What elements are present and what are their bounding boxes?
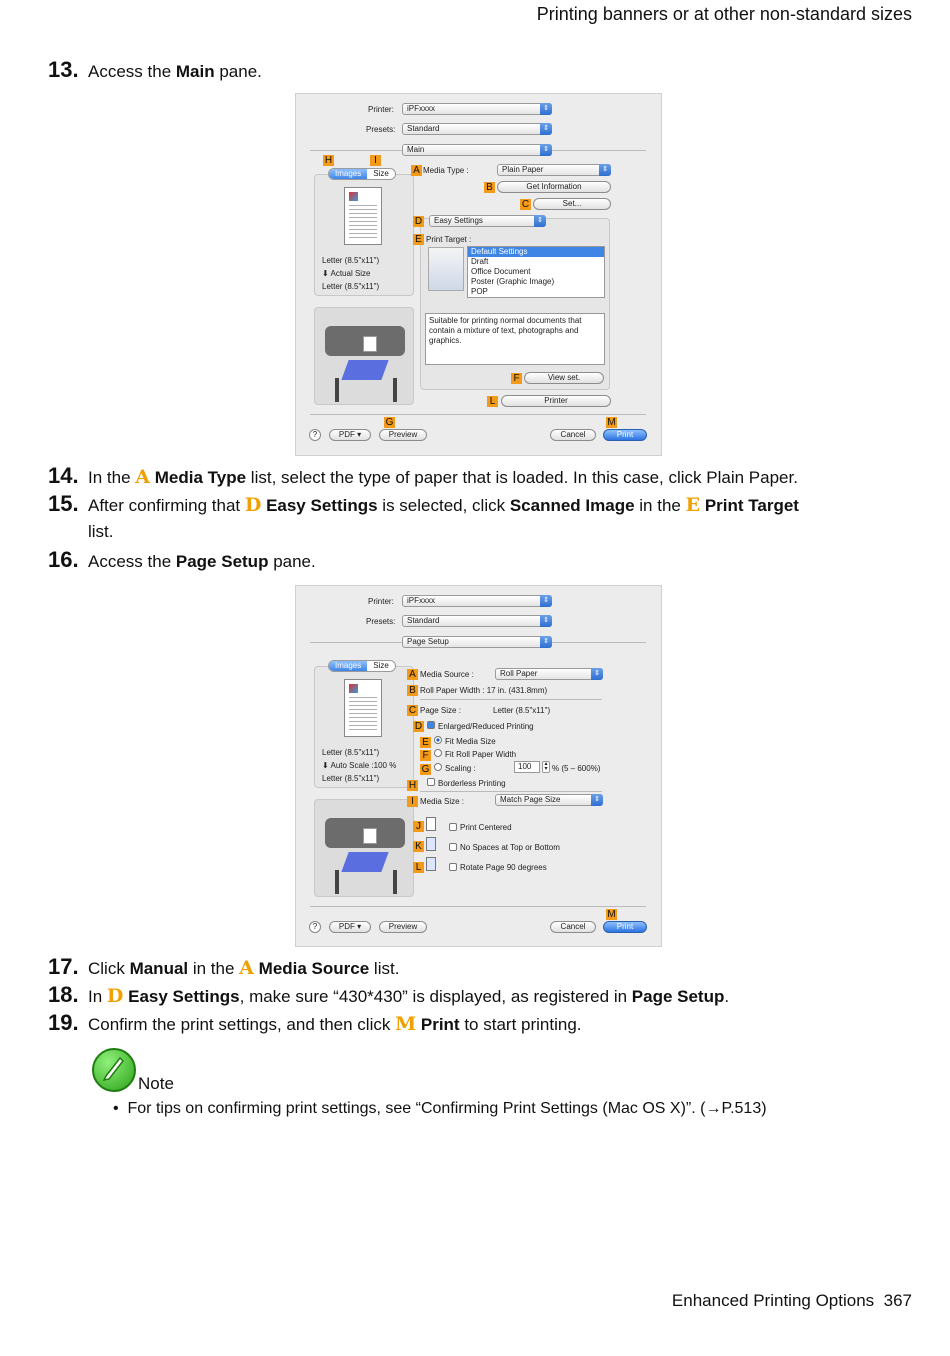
scaling-input[interactable]: 100 — [514, 761, 540, 773]
rotate-icon — [426, 857, 436, 871]
printer-illustration — [314, 307, 414, 405]
view-tabs — [328, 168, 396, 180]
callout-letter: M — [395, 1013, 417, 1035]
print-dialog-page-setup — [295, 585, 662, 947]
callout-e: E — [413, 234, 424, 245]
help-button[interactable]: ? — [309, 921, 321, 933]
presets-value: Standard — [407, 616, 440, 625]
rotate-label: Rotate Page 90 degrees — [460, 863, 547, 872]
step-text: to start printing. — [459, 1015, 582, 1034]
callout-e: E — [420, 737, 431, 748]
print-centered-icon — [426, 817, 436, 831]
step-bold: Media Source — [258, 959, 370, 978]
callout-b: B — [484, 182, 495, 193]
no-spaces-icon — [426, 837, 436, 851]
popup-arrow-icon: ⇕ — [540, 144, 552, 156]
paper-info-1: Letter (8.5"x11") — [322, 748, 380, 757]
paper-info-3: Letter (8.5"x11") — [322, 774, 380, 783]
printer-label: Printer: — [368, 597, 394, 606]
print-target-item[interactable]: Poster (Graphic Image) — [471, 277, 555, 286]
callout-a: A — [411, 165, 422, 176]
popup-arrow-icon: ⇕ — [540, 615, 552, 627]
step-13 — [48, 58, 262, 84]
media-type-select[interactable] — [497, 164, 611, 176]
easy-settings-value: Easy Settings — [434, 216, 483, 225]
tab-size[interactable]: Size — [373, 661, 389, 670]
callout-h: H — [408, 780, 417, 791]
printer-value: iPFxxxx — [407, 596, 435, 605]
print-target-item[interactable]: Default Settings — [468, 247, 604, 257]
print-button[interactable]: Print — [603, 429, 647, 441]
set-button[interactable]: Set... — [533, 198, 611, 210]
callout-b: B — [407, 685, 418, 696]
print-centered-label: Print Centered — [460, 823, 512, 832]
presets-label: Presets: — [366, 617, 396, 626]
pane-select[interactable] — [402, 636, 552, 648]
get-information-button[interactable]: Get Information — [497, 181, 611, 193]
media-source-value: Roll Paper — [500, 669, 538, 678]
help-button[interactable]: ? — [309, 429, 321, 441]
step-text: After confirming that — [88, 496, 245, 515]
easy-settings-select[interactable] — [429, 215, 546, 227]
print-centered-checkbox[interactable] — [449, 823, 457, 831]
callout-a: A — [407, 669, 418, 680]
roll-paper-width: Roll Paper Width : 17 in. (431.8mm) — [420, 686, 548, 695]
step-text: is selected, click — [377, 496, 510, 515]
step-text: list, select the type of paper that is loaded. In this case, click Plain Paper. — [246, 468, 798, 487]
media-size-value: Match Page Size — [500, 795, 561, 804]
step-text: in the — [188, 959, 240, 978]
callout-c: C — [408, 705, 417, 716]
printer-button[interactable]: Printer — [501, 395, 611, 407]
scaling-radio[interactable] — [434, 763, 442, 771]
step-text: In the — [88, 468, 136, 487]
callout-g: G — [421, 764, 430, 775]
step-text: . — [724, 987, 730, 1006]
printer-value: iPFxxxx — [407, 104, 435, 113]
print-dialog-main — [295, 93, 662, 456]
print-target-label: Print Target : — [426, 235, 472, 244]
divider — [420, 699, 602, 700]
enlarged-label: Enlarged/Reduced Printing — [438, 722, 534, 731]
presets-value: Standard — [407, 124, 440, 133]
no-spaces-label: No Spaces at Top or Bottom — [460, 843, 560, 852]
presets-select[interactable] — [402, 615, 552, 627]
media-size-label: Media Size : — [420, 797, 465, 806]
step-number: 16. — [48, 547, 79, 572]
step-number: 18. — [48, 982, 79, 1007]
page-preview — [344, 187, 382, 245]
step-text: Click — [88, 959, 130, 978]
tab-images[interactable]: Images — [329, 169, 367, 179]
step-text: In — [88, 987, 107, 1006]
printer-illustration — [314, 799, 414, 897]
print-button[interactable]: Print — [603, 921, 647, 933]
step-15-continued: list. — [88, 522, 114, 541]
step-text: in the — [634, 496, 686, 515]
media-size-select[interactable] — [495, 794, 603, 806]
fit-roll-radio[interactable] — [434, 749, 442, 757]
cancel-button[interactable]: Cancel — [550, 921, 596, 933]
scaling-stepper[interactable]: ▴ ▾ — [542, 761, 550, 773]
note-text: For tips on confirming print settings, see “Confirming Print Settings (Mac OS X)”. (→P.513) — [127, 1100, 767, 1117]
preview-button[interactable]: Preview — [379, 921, 427, 933]
print-target-item[interactable]: POP — [471, 287, 488, 296]
step-19 — [48, 1011, 582, 1037]
step-number: 17. — [48, 954, 79, 979]
step-bold: Page Setup — [175, 552, 269, 571]
description-box: Suitable for printing normal documents that contain a mixture of text, photographs and graphics. — [425, 313, 605, 365]
step-text: pane. — [268, 552, 316, 571]
callout-letter: D — [244, 494, 262, 516]
fit-media-label: Fit Media Size — [445, 737, 496, 746]
step-17 — [48, 955, 399, 981]
scaling-range: % (5 – 600%) — [552, 764, 601, 773]
page-footer — [672, 1291, 912, 1311]
paper-info-1: Letter (8.5"x11") — [322, 256, 380, 265]
popup-arrow-icon: ⇕ — [540, 636, 552, 648]
step-text: Confirm the print settings, and then click — [88, 1015, 396, 1034]
step-number: 15. — [48, 491, 79, 516]
popup-arrow-icon: ⇕ — [591, 668, 603, 680]
step-bold: Media Type — [154, 468, 247, 487]
divider — [310, 414, 646, 415]
step-bold: Page Setup — [631, 987, 725, 1006]
step-bold: Scanned Image — [509, 496, 635, 515]
popup-arrow-icon: ⇕ — [540, 103, 552, 115]
step-bold: Print — [420, 1015, 460, 1034]
no-spaces-checkbox[interactable] — [449, 843, 457, 851]
callout-letter: E — [685, 494, 701, 516]
paper-info-3: Letter (8.5"x11") — [322, 282, 380, 291]
printer-select[interactable] — [402, 103, 552, 115]
page-number: 367 — [883, 1291, 912, 1310]
media-type-value: Plain Paper — [502, 165, 544, 174]
page-size-label: Page Size : — [420, 706, 461, 715]
step-number: 14. — [48, 463, 79, 488]
callout-g: G — [385, 417, 394, 428]
preview-button[interactable]: Preview — [379, 429, 427, 441]
pane-value: Page Setup — [407, 637, 449, 646]
footer-section: Enhanced Printing Options — [671, 1291, 875, 1310]
step-text: Access the — [88, 552, 176, 571]
pane-value: Main — [407, 145, 425, 154]
presets-label: Presets: — [366, 125, 396, 134]
borderless-label: Borderless Printing — [438, 779, 506, 788]
media-type-label: Media Type : — [423, 166, 469, 175]
step-bold: Easy Settings — [128, 987, 240, 1006]
callout-letter: A — [239, 957, 254, 979]
fit-media-radio[interactable] — [434, 736, 442, 744]
pdf-button[interactable]: PDF ▾ — [329, 429, 371, 441]
step-text: list. — [369, 959, 400, 978]
callout-c: C — [521, 199, 530, 210]
media-source-select[interactable] — [495, 668, 603, 680]
popup-arrow-icon: ⇕ — [599, 164, 611, 176]
borderless-checkbox[interactable] — [427, 778, 435, 786]
note-pencil-icon — [92, 1048, 136, 1092]
step-bold: Manual — [129, 959, 189, 978]
callout-f: F — [420, 750, 431, 761]
step-bold: Easy Settings — [266, 496, 378, 515]
tab-images[interactable]: Images — [329, 661, 367, 671]
step-14 — [48, 464, 798, 490]
page-header: Printing banners or at other non-standard sizes — [536, 4, 912, 24]
pane-select[interactable] — [402, 144, 552, 156]
step-text: Access the — [88, 62, 176, 81]
print-target-item[interactable]: Draft — [471, 257, 489, 266]
paper-info-2: ⬇ Auto Scale :100 % — [322, 761, 397, 770]
callout-l: L — [413, 862, 424, 873]
printer-label: Printer: — [368, 105, 394, 114]
divider — [310, 906, 646, 907]
callout-d: D — [414, 216, 423, 227]
print-target-item[interactable]: Office Document — [471, 267, 531, 276]
step-16 — [48, 548, 316, 574]
callout-h: H — [324, 155, 333, 166]
scaling-label: Scaling : — [445, 764, 476, 773]
popup-arrow-icon: ⇕ — [540, 595, 552, 607]
callout-m: M — [607, 417, 616, 428]
step-number: 19. — [48, 1010, 79, 1035]
callout-letter: A — [135, 466, 151, 488]
media-source-label: Media Source : — [420, 670, 474, 679]
step-18 — [48, 983, 729, 1009]
callout-i: I — [407, 796, 418, 807]
callout-d: D — [414, 721, 423, 732]
note-label: Note — [138, 1074, 174, 1093]
callout-k: K — [413, 841, 424, 852]
callout-letter: D — [106, 985, 124, 1007]
pdf-button[interactable]: PDF ▾ — [329, 921, 371, 933]
print-target-list[interactable] — [467, 246, 605, 298]
popup-arrow-icon: ⇕ — [534, 215, 546, 227]
bullet-icon: • — [113, 1100, 119, 1117]
cancel-button[interactable]: Cancel — [550, 429, 596, 441]
step-number: 13. — [48, 57, 79, 82]
tab-size[interactable]: Size — [373, 169, 389, 178]
enlarged-checkbox[interactable] — [427, 721, 435, 729]
presets-select[interactable] — [402, 123, 552, 135]
callout-m: M — [607, 909, 616, 920]
note-item — [113, 1100, 767, 1118]
callout-i: I — [370, 155, 381, 166]
popup-arrow-icon: ⇕ — [591, 794, 603, 806]
page-size-value: Letter (8.5"x11") — [493, 706, 551, 715]
step-text: pane. — [214, 62, 262, 81]
page-preview — [344, 679, 382, 737]
step-bold: Main — [175, 62, 215, 81]
view-tabs — [328, 660, 396, 672]
step-bold: Print Target — [704, 496, 799, 515]
fit-roll-label: Fit Roll Paper Width — [445, 750, 517, 759]
rotate-checkbox[interactable] — [449, 863, 457, 871]
callout-l: L — [487, 396, 498, 407]
callout-f: F — [511, 373, 522, 384]
divider — [420, 791, 602, 792]
popup-arrow-icon: ⇕ — [540, 123, 552, 135]
step-15 — [48, 492, 799, 518]
printer-select[interactable] — [402, 595, 552, 607]
paper-info-2: ⬇ Actual Size — [322, 269, 371, 278]
callout-j: J — [413, 821, 424, 832]
print-target-thumbnail — [428, 247, 464, 291]
step-text: , make sure “430*430” is displayed, as registered in — [239, 987, 632, 1006]
view-set-button[interactable]: View set. — [524, 372, 604, 384]
